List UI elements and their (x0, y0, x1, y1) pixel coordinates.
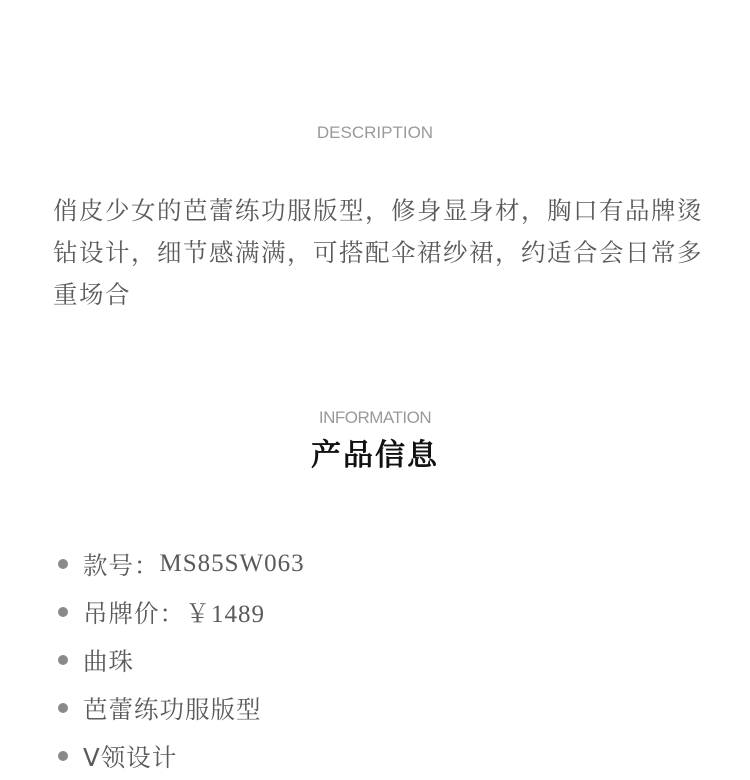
product-spec-list (58, 540, 305, 780)
spec-item-neckline (58, 732, 305, 780)
bullet-dot-icon (58, 703, 68, 713)
bullet-dot-icon (58, 751, 68, 761)
bullet-dot-icon (58, 655, 68, 665)
spec-item-style-number (58, 540, 305, 588)
spec-item-tag-price (58, 588, 305, 636)
description-section-label: DESCRIPTION (316, 123, 434, 142)
spec-label: 芭蕾练功服版型 (83, 694, 262, 724)
spec-label: 曲珠 (83, 646, 134, 676)
product-description-text: 俏皮少女的芭蕾练功服版型，修身显身材，胸口有品牌烫钻设计，细节感满满，可搭配伞裙纱裙，约适合会日常多重场合 (53, 196, 703, 309)
spec-label: 吊牌价： (83, 598, 185, 628)
spec-label: 款号： (83, 550, 160, 580)
spec-item-feature (58, 636, 305, 684)
spec-value: ￥1489 (185, 601, 266, 628)
spec-value: MS85SW063 (159, 550, 305, 577)
spec-label: V领设计 (83, 742, 178, 772)
spec-item-style (58, 684, 305, 732)
bullet-dot-icon (58, 607, 68, 617)
bullet-dot-icon (58, 559, 68, 569)
product-info-title: 产品信息 (311, 438, 439, 473)
information-section-label: INFORMATION (318, 408, 432, 427)
